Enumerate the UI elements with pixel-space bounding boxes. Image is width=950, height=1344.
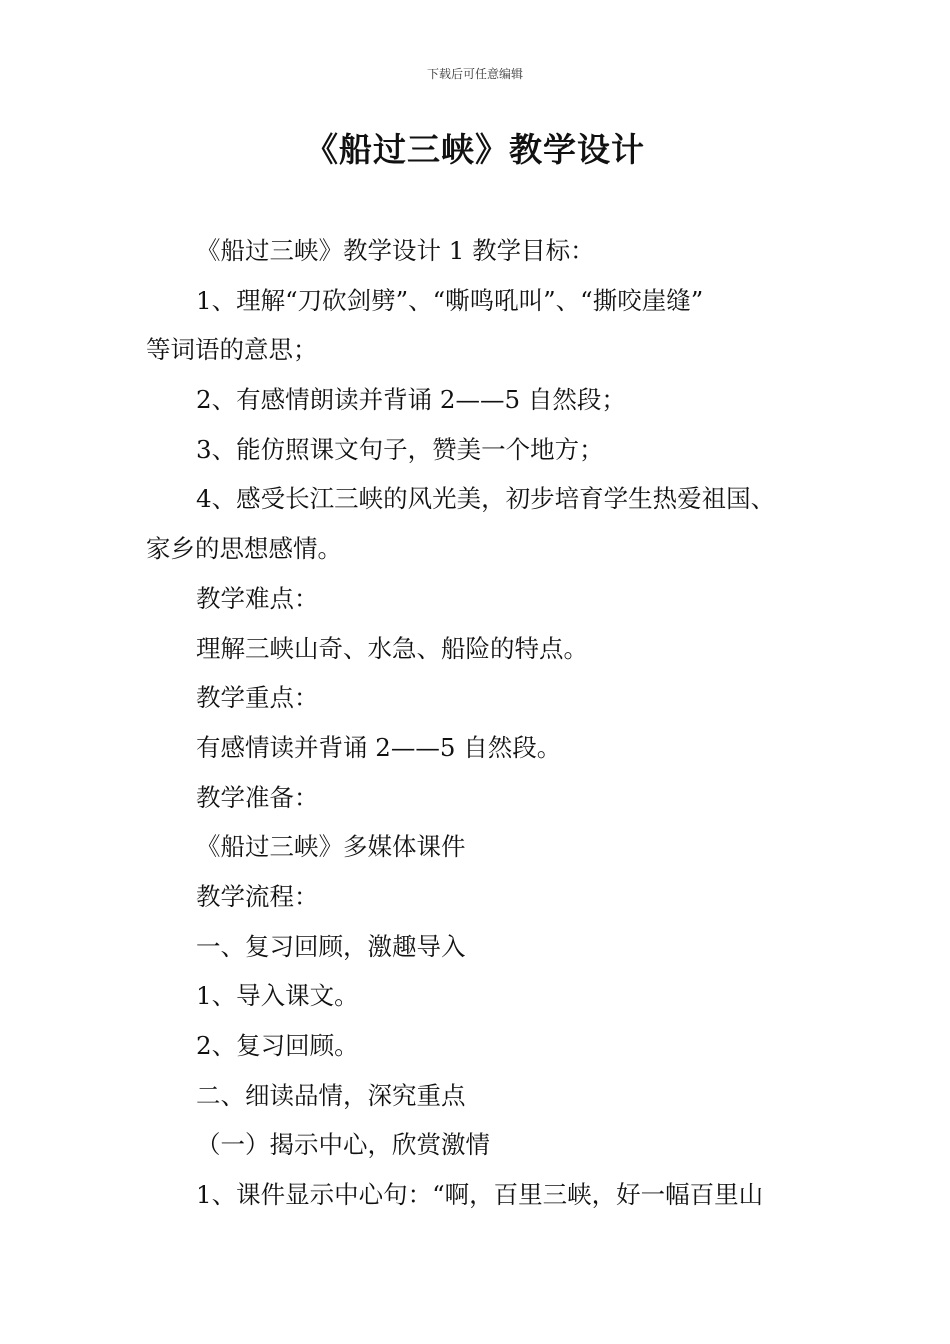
text-line: 一、复习回顾，激趣导入 (196, 931, 466, 961)
text-line: 4、感受长江三峡的风光美，初步培育学生热爱祖国、 (196, 484, 776, 514)
document-body (146, 226, 818, 1220)
text-line: 1、课件显示中心句：“啊，百里三峡，好一幅百里山 (196, 1180, 764, 1210)
text-line: 3、能仿照课文句子，赞美一个地方； (196, 434, 604, 464)
text-line: 《船过三峡》多媒体课件 (196, 832, 466, 862)
text-line: 二、细读品情，深究重点 (196, 1080, 466, 1110)
text-line: 教学准备： (196, 782, 319, 812)
text-line: 2、有感情朗读并背诵 2——5 自然段； (196, 385, 626, 415)
text-line: 家乡的思想感情。 (146, 534, 342, 564)
text-line: 教学流程： (196, 881, 319, 911)
text-line: 1、理解“刀砍剑劈”、“嘶鸣吼叫”、“撕咬崖缝” (196, 285, 704, 315)
text-line: 有感情读并背诵 2——5 自然段。 (196, 732, 562, 762)
text-line: （一）揭示中心，欣赏激情 (196, 1130, 490, 1160)
text-line: 《船过三峡》教学设计 1 教学目标： (196, 236, 595, 265)
header-note: 下载后可任意编辑 (426, 67, 523, 81)
text-line: 2、复习回顾。 (196, 1031, 359, 1060)
text-line: 教学难点： (196, 583, 319, 613)
text-line: 等词语的意思； (146, 335, 318, 365)
text-line: 教学重点： (196, 683, 319, 713)
document-title: 《船过三峡》教学设计 (305, 130, 645, 169)
text-line: 1、导入课文。 (196, 981, 359, 1011)
text-line: 理解三峡山奇、水急、船险的特点。 (196, 633, 588, 663)
